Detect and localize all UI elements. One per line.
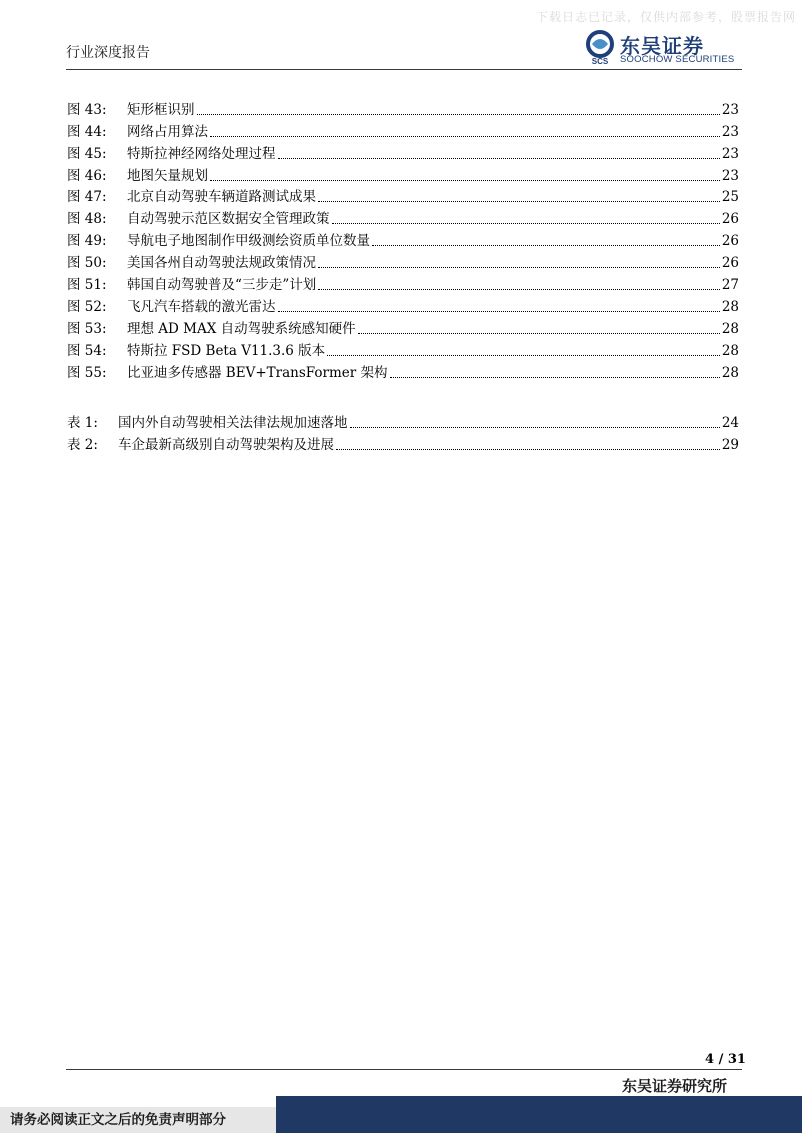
header-divider: [66, 69, 742, 70]
logo-chinese-name: 东吴证券: [620, 34, 704, 58]
disclaimer-notice: 请务必阅读正文之后的免责声明部分: [0, 1107, 276, 1133]
toc-row[interactable]: 图 43: 矩形框识别 23: [67, 101, 739, 118]
toc-row[interactable]: 表 1: 国内外自动驾驶相关法律法规加速落地 24: [67, 414, 739, 431]
footer-color-bar: [276, 1096, 802, 1133]
report-type-label: 行业深度报告: [66, 45, 150, 61]
toc-row[interactable]: 图 44: 网络占用算法 23: [67, 123, 739, 140]
page-number: 4 / 31: [705, 1052, 746, 1067]
logo-english-name: SOOCHOW SECURITIES: [620, 54, 735, 65]
watermark-text: 下载日志已记录，仅供内部参考，股票报告网: [535, 10, 796, 24]
logo-abbr-text: SCS: [591, 57, 609, 66]
toc-row[interactable]: 图 53: 理想 AD MAX 自动驾驶系统感知硬件 28: [67, 320, 739, 337]
toc-row[interactable]: 图 45: 特斯拉神经网络处理过程 23: [67, 145, 739, 162]
toc-row[interactable]: 图 50: 美国各州自动驾驶法规政策情况 26: [67, 255, 739, 272]
toc-row[interactable]: 图 46: 地图矢量规划 23: [67, 167, 739, 184]
toc-row[interactable]: 表 2: 车企最新高级别自动驾驶架构及进展 29: [67, 436, 739, 453]
toc-row[interactable]: 图 48: 自动驾驶示范区数据安全管理政策 26: [67, 211, 739, 228]
company-logo: [583, 30, 743, 70]
toc-row[interactable]: 图 55: 比亚迪多传感器 BEV+TransFormer 架构 28: [67, 364, 739, 381]
toc-row[interactable]: 图 52: 飞凡汽车搭载的激光雷达 28: [67, 298, 739, 315]
toc-row[interactable]: 图 51: 韩国自动驾驶普及“三步走”计划 27: [67, 277, 739, 294]
table-list: [67, 410, 739, 454]
footer-organization: 东吴证券研究所: [622, 1077, 728, 1095]
toc-row[interactable]: 图 49: 导航电子地图制作甲级测绘资质单位数量 26: [67, 233, 739, 250]
logo-emblem-icon: [583, 30, 617, 66]
figure-list: [67, 97, 739, 382]
toc-row[interactable]: 图 54: 特斯拉 FSD Beta V11.3.6 版本 28: [67, 342, 739, 359]
toc-row[interactable]: 图 47: 北京自动驾驶车辆道路测试成果 25: [67, 189, 739, 206]
footer-divider: [66, 1069, 742, 1070]
